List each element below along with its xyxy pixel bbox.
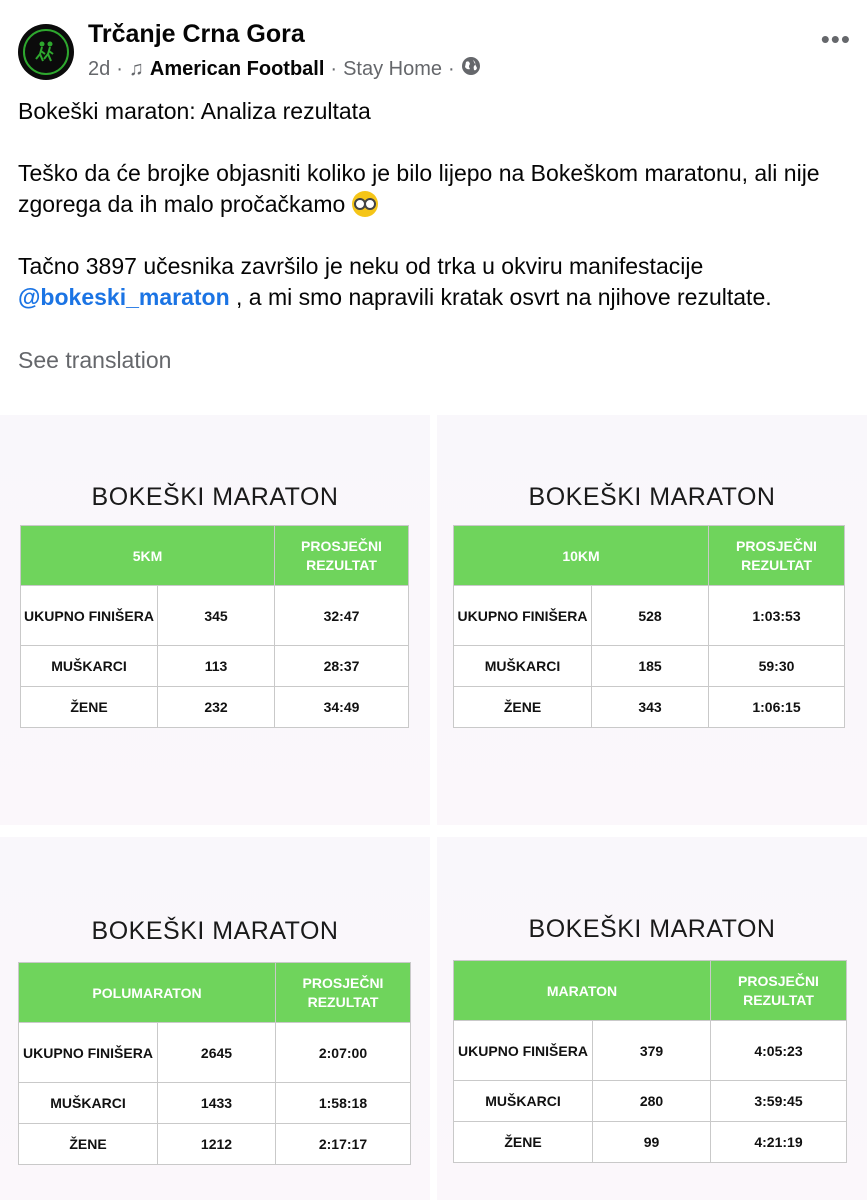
row-avg: 32:47 [275, 586, 409, 646]
row-label: MUŠKARCI [454, 646, 592, 687]
separator-dot: · [448, 57, 455, 80]
separator-dot: · [330, 57, 338, 80]
song-suffix: Stay Home [343, 57, 443, 80]
row-avg: 1:58:18 [276, 1083, 411, 1124]
post-paragraph: Bokeški maraton: Analiza rezultata [18, 98, 371, 124]
row-avg: 3:59:45 [711, 1081, 847, 1122]
row-label: MUŠKARCI [454, 1081, 593, 1122]
music-note-icon: ♫ [128, 57, 144, 80]
results-table [18, 962, 411, 1165]
row-label: ŽENE [21, 687, 158, 728]
row-avg: 4:05:23 [711, 1021, 847, 1081]
row-label: ŽENE [454, 1122, 593, 1163]
row-count: 528 [592, 586, 709, 646]
paragraph-spacer [18, 220, 848, 251]
song-title-link[interactable]: American Football [149, 57, 325, 80]
row-count: 1212 [158, 1124, 276, 1165]
avg-header: PROSJEČNI REZULTAT [275, 526, 409, 586]
avg-header: PROSJEČNI REZULTAT [711, 961, 847, 1021]
row-avg: 1:03:53 [709, 586, 845, 646]
post-text [18, 96, 848, 313]
row-count: 232 [158, 687, 275, 728]
row-label: MUŠKARCI [19, 1083, 158, 1124]
card-title: BOKEŠKI MARATON [528, 483, 776, 511]
results-table [20, 525, 409, 728]
paragraph-spacer [18, 127, 848, 158]
avg-header: PROSJEČNI REZULTAT [276, 963, 411, 1023]
results-card-maraton[interactable] [437, 837, 867, 1200]
row-label: MUŠKARCI [21, 646, 158, 687]
row-label: UKUPNO FINIŠERA [19, 1023, 158, 1083]
row-count: 2645 [158, 1023, 276, 1083]
running-logo-icon [23, 29, 69, 75]
row-avg: 59:30 [709, 646, 845, 687]
results-image-grid[interactable] [0, 405, 867, 1200]
mention-link[interactable]: @bokeski_maraton [18, 284, 230, 310]
results-card-polumaraton[interactable] [0, 837, 430, 1200]
more-options-icon[interactable]: ••• [820, 24, 851, 54]
row-avg: 34:49 [275, 687, 409, 728]
card-title: BOKEŠKI MARATON [528, 915, 776, 943]
row-label: UKUPNO FINIŠERA [454, 1021, 593, 1081]
avg-header: PROSJEČNI REZULTAT [709, 526, 845, 586]
row-count: 343 [592, 687, 709, 728]
globe-icon [461, 56, 481, 82]
race-header: 10KM [454, 526, 709, 586]
row-count: 113 [158, 646, 275, 687]
paragraph-text: Tačno 3897 učesnika završilo je neku od trka u okviru manifestacije [18, 253, 704, 279]
row-avg: 4:21:19 [711, 1122, 847, 1163]
post-meta [88, 56, 481, 82]
page-name-link[interactable]: Trčanje Crna Gora [88, 20, 305, 48]
see-translation-link[interactable]: See translation [18, 347, 172, 373]
row-count: 379 [593, 1021, 711, 1081]
page-avatar[interactable] [18, 24, 74, 80]
row-avg: 2:07:00 [276, 1023, 411, 1083]
post-time[interactable]: 2d [88, 57, 111, 80]
row-count: 185 [592, 646, 709, 687]
row-avg: 2:17:17 [276, 1124, 411, 1165]
race-header: POLUMARATON [19, 963, 276, 1023]
row-label: UKUPNO FINIŠERA [21, 586, 158, 646]
row-label: ŽENE [454, 687, 592, 728]
post-paragraph [18, 251, 848, 313]
race-header: MARATON [454, 961, 711, 1021]
row-count: 1433 [158, 1083, 276, 1124]
row-label: UKUPNO FINIŠERA [454, 586, 592, 646]
card-title: BOKEŠKI MARATON [91, 917, 339, 945]
results-table [453, 960, 847, 1163]
results-card-5km[interactable] [0, 415, 430, 825]
results-card-10km[interactable] [437, 415, 867, 825]
row-label: ŽENE [19, 1124, 158, 1165]
separator-dot: · [116, 57, 123, 80]
row-avg: 28:37 [275, 646, 409, 687]
card-title: BOKEŠKI MARATON [91, 483, 339, 511]
row-count: 345 [158, 586, 275, 646]
race-header: 5KM [21, 526, 275, 586]
nerd-face-emoji-icon [352, 191, 378, 217]
row-count: 99 [593, 1122, 711, 1163]
row-avg: 1:06:15 [709, 687, 845, 728]
post-paragraph [18, 158, 848, 220]
post-header [0, 0, 867, 90]
results-table [453, 525, 845, 728]
paragraph-text: Teško da će brojke objasniti koliko je bilo lijepo na Bokeškom maratonu, ali nije zgorega da ih malo pročačkamo [18, 160, 820, 217]
row-count: 280 [593, 1081, 711, 1122]
paragraph-text: , a mi smo napravili kratak osvrt na njihove rezultate. [229, 284, 772, 310]
